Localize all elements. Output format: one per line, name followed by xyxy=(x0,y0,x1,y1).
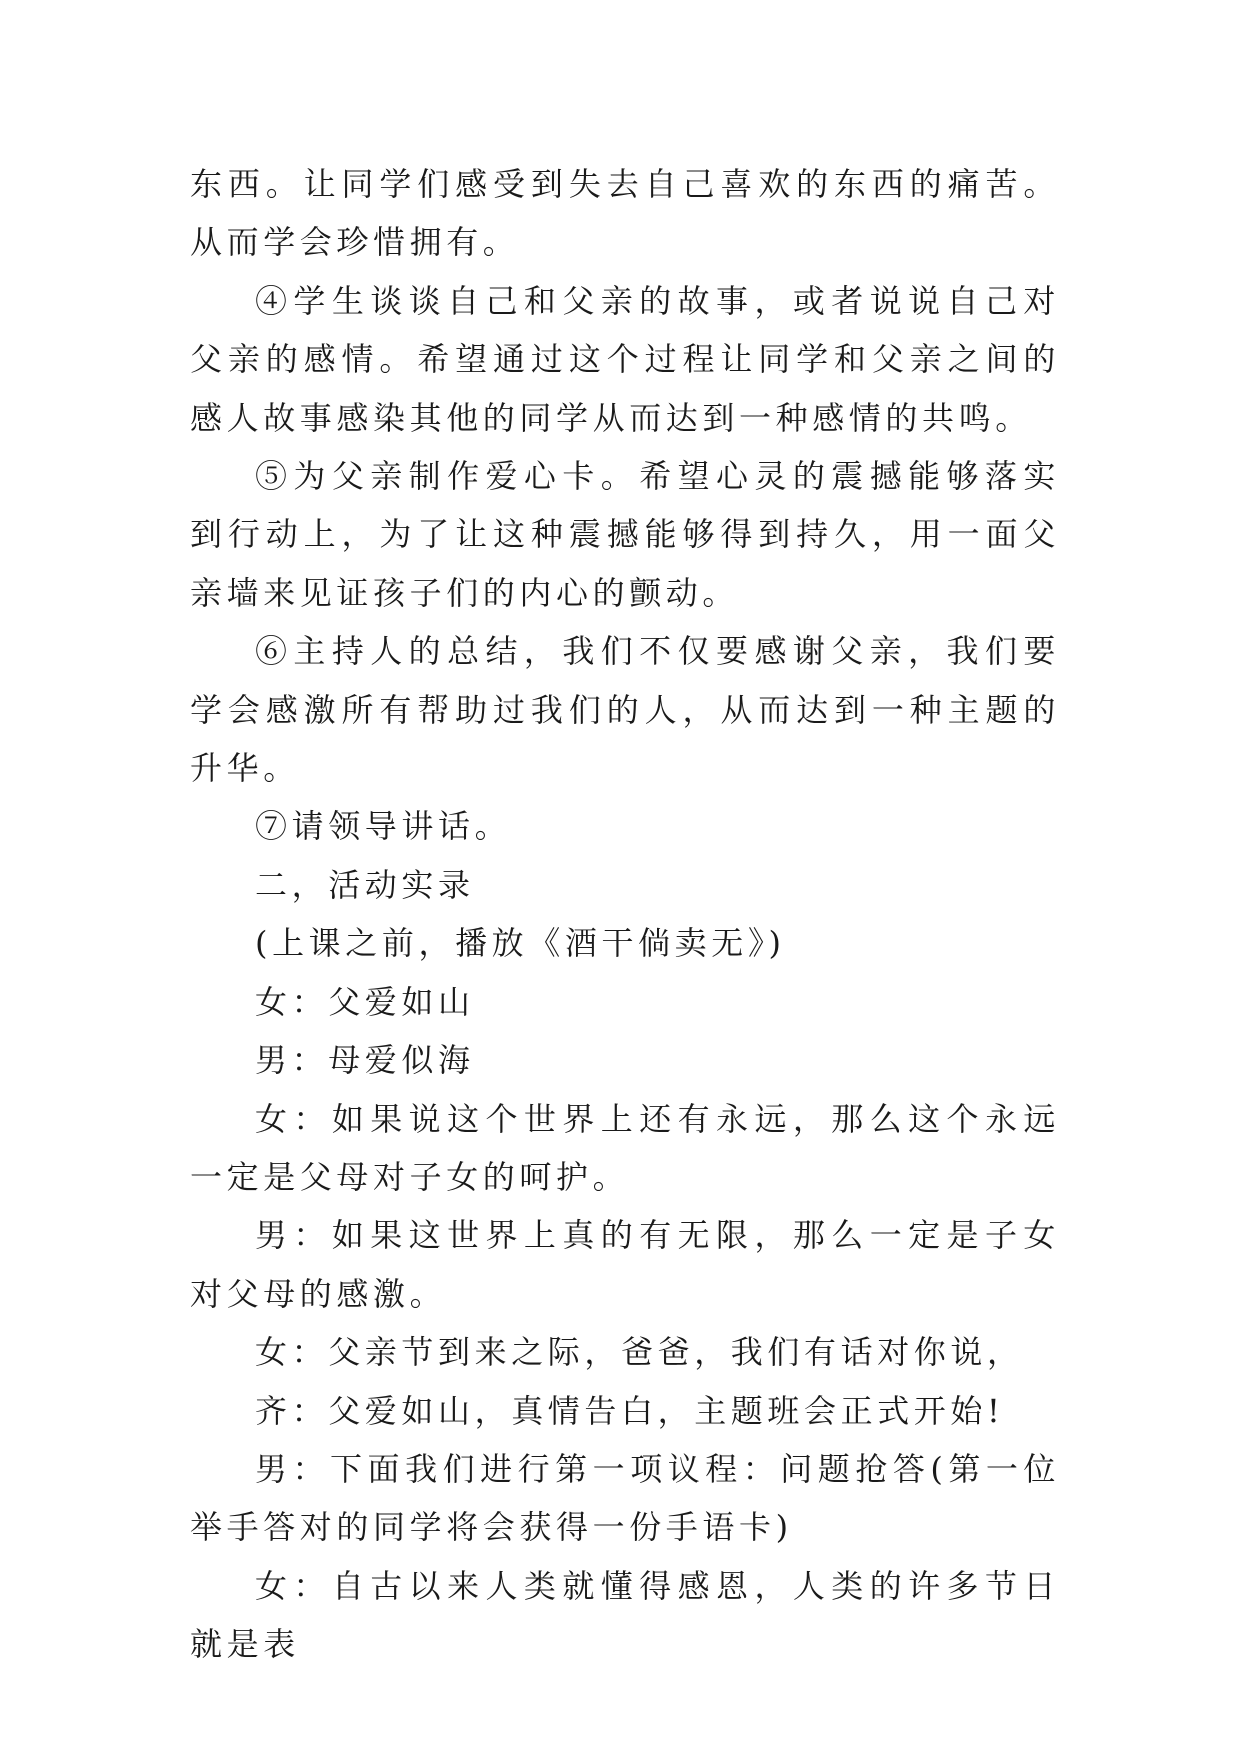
dialogue-line: 女：自古以来人类就懂得感恩，人类的许多节日就是表 xyxy=(190,1566,1060,1664)
paragraph: ④学生谈谈自己和父亲的故事，或者说说自己对父亲的感情。希望通过这个过程让同学和父亲之间的感人故事感染其他的同学从而达到一种感情的共鸣。 xyxy=(190,281,1060,437)
section-heading: 二，活动实录 xyxy=(255,865,475,904)
dialogue-line: 男：如果这世界上真的有无限，那么一定是子女对父母的感激。 xyxy=(190,1216,1060,1313)
paragraph: ⑤为父亲制作爱心卡。希望心灵的震撼能够落实到行动上，为了让这种震撼能够得到持久，用一面父亲墙来见证孩子们的内心的颤动。 xyxy=(190,457,1060,612)
dialogue-line: 齐：父爱如山，真情告白，主题班会正式开始! xyxy=(255,1391,1005,1430)
dialogue-line: 女：父亲节到来之际，爸爸，我们有话对你说， xyxy=(255,1333,1024,1372)
dialogue-line: 女：父爱如山 xyxy=(255,982,475,1021)
paragraph: (上课之前，播放《酒干倘卖无》) xyxy=(255,924,786,963)
paragraph: ⑥主持人的总结，我们不仅要感谢父亲，我们要学会感激所有帮助过我们的人，从而达到一种主题的升华。 xyxy=(190,632,1060,788)
paragraph: 东西。让同学们感受到失去自己喜欢的东西的痛苦。从而学会珍惜拥有。 xyxy=(190,165,1060,262)
paragraph: ⑦请领导讲话。 xyxy=(255,807,512,846)
dialogue-line: 女：如果说这个世界上还有永远，那么这个永远一定是父母对子女的呵护。 xyxy=(190,1099,1060,1196)
document-body xyxy=(190,155,1060,1674)
dialogue-line: 男：母爱似海 xyxy=(255,1041,475,1080)
dialogue-line: 男：下面我们进行第一项议程：问题抢答(第一位举手答对的同学将会获得一份手语卡) xyxy=(190,1449,1060,1547)
